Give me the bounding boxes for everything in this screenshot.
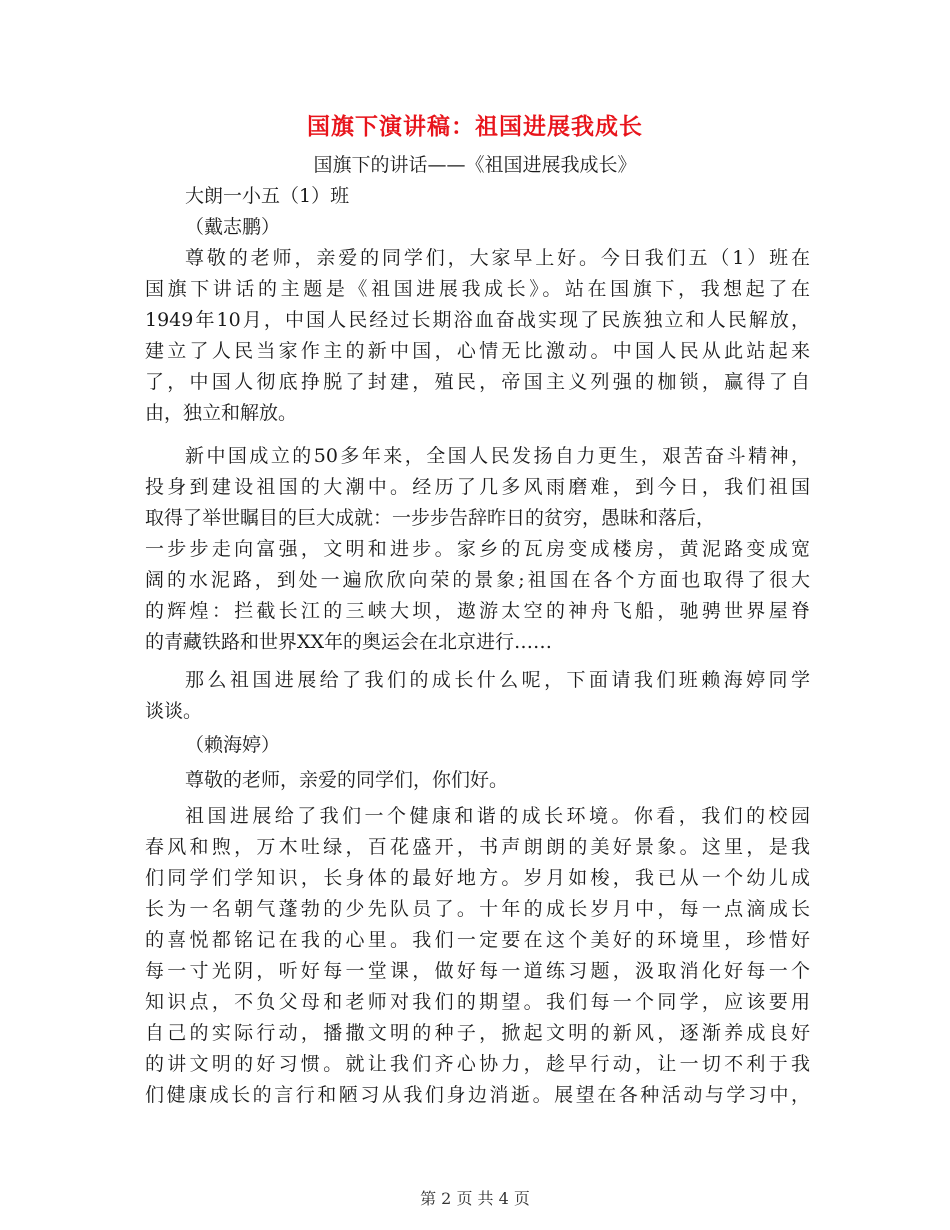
body-line: 一步步走向富强，文明和进步。家乡的瓦房变成楼房，黄泥路变成宽 <box>145 538 810 560</box>
page-footer: 第 2 页 共 4 页 <box>420 1189 530 1208</box>
document-subtitle: 国旗下的讲话——《祖国进展我成长》 <box>313 154 637 176</box>
body-line: 们健康成长的言行和陋习从我们身边消逝。展望在各种活动与学习中， <box>145 1084 810 1106</box>
body-line: 尊敬的老师，亲爱的同学们，大家早上好。今日我们五（1）班在 <box>185 247 810 269</box>
body-line: 们同学们学知识，长身体的最好地方。岁月如梭，我已从一个幼儿成 <box>145 867 810 889</box>
body-line: 建立了人民当家作主的新中国，心情无比激动。中国人民从此站起来 <box>145 340 810 362</box>
body-line: 自己的实际行动，播撒文明的种子，掀起文明的新风，逐渐养成良好 <box>145 1022 810 1044</box>
body-line: 每一寸光阴，听好每一堂课，做好每一道练习题，汲取消化好每一个 <box>145 960 810 982</box>
body-line: 了，中国人彻底挣脱了封建，殖民，帝国主义列强的枷锁，赢得了自 <box>145 371 810 393</box>
body-line: 1949年10月，中国人民经过长期浴血奋战实现了民族独立和人民解放， <box>145 309 810 331</box>
body-line: 春风和煦，万木吐绿，百花盛开，书声朗朗的美好景象。这里，是我 <box>145 836 810 858</box>
body-line: 谈谈。 <box>145 700 203 722</box>
body-line: 的辉煌：拦截长江的三峡大坝，遨游太空的神舟飞船，驰骋世界屋脊 <box>145 600 810 622</box>
body-line: （赖海婷） <box>185 734 281 756</box>
body-line: 投身到建设祖国的大潮中。经历了几多风雨磨难，到今日，我们祖国 <box>145 476 810 498</box>
body-line: 由，独立和解放。 <box>145 402 298 424</box>
body-line: 的讲文明的好习惯。就让我们齐心协力，趁早行动，让一切不利于我 <box>145 1053 810 1075</box>
body-line: 新中国成立的50多年来，全国人民发扬自力更生，艰苦奋斗精神， <box>185 445 810 467</box>
body-line: 的喜悦都铭记在我的心里。我们一定要在这个美好的环境里，珍惜好 <box>145 929 810 951</box>
body-line: 的青藏铁路和世界XX年的奥运会在北京进行…… <box>145 631 553 653</box>
document-title: 国旗下演讲稿：祖国进展我成长 <box>307 114 643 140</box>
body-line: 长为一名朝气蓬勃的少先队员了。十年的成长岁月中，每一点滴成长 <box>145 898 810 920</box>
body-line: 阔的水泥路，到处一遍欣欣向荣的景象;祖国在各个方面也取得了很大 <box>145 569 810 591</box>
body-line: 那么祖国进展给了我们的成长什么呢，下面请我们班赖海婷同学 <box>185 669 810 691</box>
body-line: （戴志鹏） <box>185 216 281 238</box>
body-line: 祖国进展给了我们一个健康和谐的成长环境。你看，我们的校园 <box>185 805 810 827</box>
body-line: 尊敬的老师，亲爱的同学们，你们好。 <box>185 769 509 791</box>
body-line: 大朗一小五（1）班 <box>185 185 350 207</box>
body-line: 国旗下讲话的主题是《祖国进展我成长》。站在国旗下，我想起了在 <box>145 278 810 300</box>
body-line: 知识点，不负父母和老师对我们的期望。我们每一个同学，应该要用 <box>145 991 810 1013</box>
body-line: 取得了举世瞩目的巨大成就：一步步告辞昨日的贫穷，愚昧和落后， <box>145 507 716 529</box>
